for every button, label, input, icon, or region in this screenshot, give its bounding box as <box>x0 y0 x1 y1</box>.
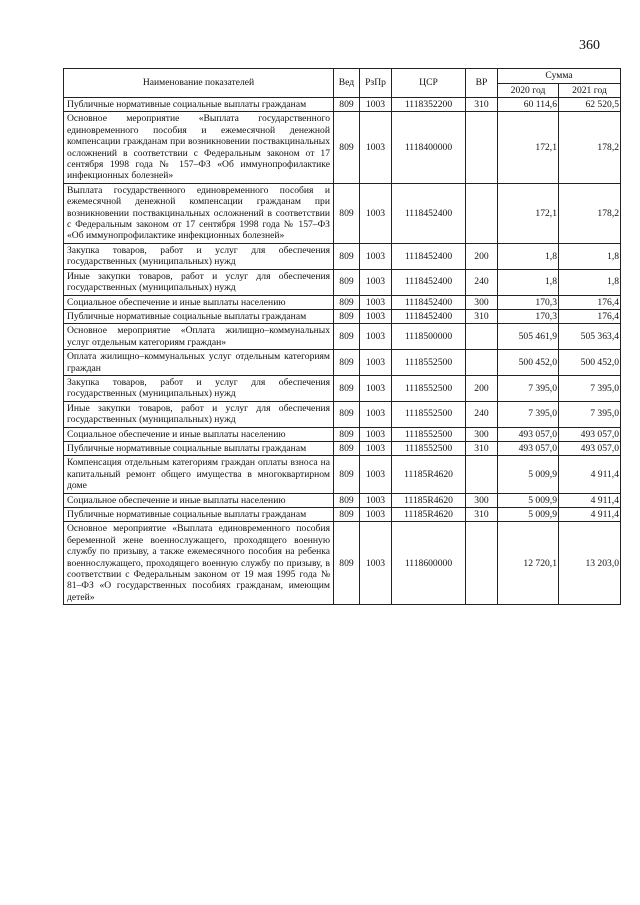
row-value-2020: 170,3 <box>498 309 559 323</box>
row-ved: 809 <box>334 508 360 522</box>
row-name: Закупка товаров, работ и услуг для обеспечения государственных (муниципальных) нужд <box>64 375 334 401</box>
table-row <box>64 522 621 605</box>
table-row <box>64 427 621 441</box>
row-ved: 809 <box>334 441 360 455</box>
row-name: Основное мероприятие «Выплата единовременного пособия беременной жене военнослужащего, проходящего военную службу по призыву, а также ежемесячного пособия на ребенка военнослужащего, проходящего военную службу по призыву, в соответствии с Федеральным законом от 19 мая 1995 года № 81–ФЗ «О государственных пособиях гражданам, имеющим детей» <box>64 522 334 605</box>
row-value-2021: 178,2 <box>559 112 621 183</box>
row-value-2020: 60 114,6 <box>498 98 559 112</box>
row-ved: 809 <box>334 269 360 295</box>
header-2021: 2021 год <box>559 83 621 98</box>
row-rzpr: 1003 <box>360 112 392 183</box>
row-vr: 200 <box>466 243 498 269</box>
row-ved: 809 <box>334 324 360 350</box>
row-name: Основное мероприятие «Выплата государственного единовременного пособия и ежемесячной денежной компенсации гражданам при возникновении поствакцинальных осложнений в соответствии с Федеральным законом от 17 сентября 1998 года № 157–ФЗ «Об иммунопрофилактике инфекционных болезней» <box>64 112 334 183</box>
row-value-2020: 7 395,0 <box>498 375 559 401</box>
table-row <box>64 375 621 401</box>
row-value-2020: 172,1 <box>498 183 559 243</box>
row-rzpr: 1003 <box>360 350 392 376</box>
table-row <box>64 269 621 295</box>
row-vr <box>466 350 498 376</box>
row-value-2021: 4 911,4 <box>559 508 621 522</box>
row-vr: 310 <box>466 508 498 522</box>
row-csr: 1118452400 <box>392 269 466 295</box>
row-value-2020: 12 720,1 <box>498 522 559 605</box>
row-ved: 809 <box>334 183 360 243</box>
row-ved: 809 <box>334 309 360 323</box>
row-name: Компенсация отдельным категориям граждан оплаты взноса на капитальный ремонт общего имущества в многоквартирном доме <box>64 456 334 493</box>
row-value-2020: 1,8 <box>498 243 559 269</box>
row-rzpr: 1003 <box>360 309 392 323</box>
row-vr <box>466 522 498 605</box>
row-value-2020: 500 452,0 <box>498 350 559 376</box>
row-name: Публичные нормативные социальные выплаты гражданам <box>64 98 334 112</box>
row-ved: 809 <box>334 522 360 605</box>
row-name: Социальное обеспечение и иные выплаты населению <box>64 295 334 309</box>
row-value-2020: 5 009,9 <box>498 456 559 493</box>
row-rzpr: 1003 <box>360 441 392 455</box>
row-value-2020: 5 009,9 <box>498 508 559 522</box>
row-rzpr: 1003 <box>360 493 392 507</box>
row-ved: 809 <box>334 295 360 309</box>
row-csr: 1118452400 <box>392 243 466 269</box>
table-row <box>64 98 621 112</box>
header-2020: 2020 год <box>498 83 559 98</box>
header-ved: Вед <box>334 69 360 98</box>
table-row <box>64 243 621 269</box>
row-name: Основное мероприятие «Оплата жилищно–коммунальных услуг отдельным категориям граждан» <box>64 324 334 350</box>
row-value-2021: 13 203,0 <box>559 522 621 605</box>
row-csr: 11185R4620 <box>392 508 466 522</box>
row-value-2020: 7 395,0 <box>498 401 559 427</box>
row-csr: 1118552500 <box>392 427 466 441</box>
row-value-2021: 178,2 <box>559 183 621 243</box>
row-rzpr: 1003 <box>360 508 392 522</box>
row-vr: 300 <box>466 295 498 309</box>
row-name: Публичные нормативные социальные выплаты гражданам <box>64 441 334 455</box>
header-sum: Сумма <box>498 69 621 84</box>
row-value-2021: 4 911,4 <box>559 456 621 493</box>
row-csr: 1118552500 <box>392 375 466 401</box>
row-value-2021: 500 452,0 <box>559 350 621 376</box>
row-csr: 1118452400 <box>392 183 466 243</box>
budget-table <box>63 68 621 605</box>
row-ved: 809 <box>334 493 360 507</box>
row-rzpr: 1003 <box>360 269 392 295</box>
row-ved: 809 <box>334 427 360 441</box>
row-name: Публичные нормативные социальные выплаты гражданам <box>64 309 334 323</box>
row-ved: 809 <box>334 243 360 269</box>
header-name: Наименование показателей <box>64 69 334 98</box>
table-body <box>64 98 621 605</box>
row-ved: 809 <box>334 112 360 183</box>
row-csr: 1118452400 <box>392 295 466 309</box>
table-row <box>64 456 621 493</box>
header-rzpr: РзПр <box>360 69 392 98</box>
row-rzpr: 1003 <box>360 456 392 493</box>
page-number: 360 <box>579 38 600 53</box>
header-csr: ЦСР <box>392 69 466 98</box>
row-rzpr: 1003 <box>360 183 392 243</box>
row-value-2021: 7 395,0 <box>559 375 621 401</box>
row-name: Иные закупки товаров, работ и услуг для обеспечения государственных (муниципальных) нужд <box>64 269 334 295</box>
row-rzpr: 1003 <box>360 243 392 269</box>
table-row <box>64 183 621 243</box>
row-vr: 310 <box>466 309 498 323</box>
row-ved: 809 <box>334 401 360 427</box>
row-name: Иные закупки товаров, работ и услуг для обеспечения государственных (муниципальных) нужд <box>64 401 334 427</box>
row-ved: 809 <box>334 98 360 112</box>
table-row <box>64 350 621 376</box>
table-row <box>64 112 621 183</box>
row-vr <box>466 456 498 493</box>
row-value-2020: 5 009,9 <box>498 493 559 507</box>
row-name: Социальное обеспечение и иные выплаты населению <box>64 493 334 507</box>
row-name: Оплата жилищно–коммунальных услуг отдельным категориям граждан <box>64 350 334 376</box>
row-value-2021: 62 520,5 <box>559 98 621 112</box>
row-vr: 240 <box>466 401 498 427</box>
row-vr: 300 <box>466 427 498 441</box>
row-csr: 1118352200 <box>392 98 466 112</box>
row-value-2021: 1,8 <box>559 269 621 295</box>
table-header-row <box>64 69 621 84</box>
table-row <box>64 441 621 455</box>
row-name: Закупка товаров, работ и услуг для обеспечения государственных (муниципальных) нужд <box>64 243 334 269</box>
row-value-2021: 1,8 <box>559 243 621 269</box>
row-ved: 809 <box>334 375 360 401</box>
row-ved: 809 <box>334 350 360 376</box>
table-row <box>64 295 621 309</box>
row-rzpr: 1003 <box>360 375 392 401</box>
row-value-2021: 505 363,4 <box>559 324 621 350</box>
row-value-2020: 493 057,0 <box>498 427 559 441</box>
row-vr: 200 <box>466 375 498 401</box>
table-row <box>64 309 621 323</box>
row-value-2021: 7 395,0 <box>559 401 621 427</box>
row-csr: 1118552500 <box>392 350 466 376</box>
row-value-2021: 4 911,4 <box>559 493 621 507</box>
table-row <box>64 324 621 350</box>
row-ved: 809 <box>334 456 360 493</box>
row-rzpr: 1003 <box>360 427 392 441</box>
row-csr: 1118552500 <box>392 441 466 455</box>
table-row <box>64 401 621 427</box>
row-value-2020: 493 057,0 <box>498 441 559 455</box>
row-rzpr: 1003 <box>360 295 392 309</box>
row-vr: 240 <box>466 269 498 295</box>
table-row <box>64 508 621 522</box>
row-vr: 300 <box>466 493 498 507</box>
row-rzpr: 1003 <box>360 401 392 427</box>
row-csr: 1118400000 <box>392 112 466 183</box>
row-value-2021: 493 057,0 <box>559 427 621 441</box>
row-name: Выплата государственного единовременного пособия и ежемесячной денежной компенсации гражданам при возникновении поствакцинальных осложнений в соответствии с Федеральным законом от 17 сентября 1998 года № 157–ФЗ «Об иммунопрофилактике инфекционных болезней» <box>64 183 334 243</box>
table-row <box>64 493 621 507</box>
row-csr: 1118452400 <box>392 309 466 323</box>
row-csr: 11185R4620 <box>392 493 466 507</box>
row-value-2020: 505 461,9 <box>498 324 559 350</box>
row-value-2021: 176,4 <box>559 295 621 309</box>
row-rzpr: 1003 <box>360 324 392 350</box>
row-vr <box>466 112 498 183</box>
row-csr: 1118552500 <box>392 401 466 427</box>
row-name: Публичные нормативные социальные выплаты гражданам <box>64 508 334 522</box>
row-csr: 1118500000 <box>392 324 466 350</box>
row-value-2020: 172,1 <box>498 112 559 183</box>
row-vr <box>466 183 498 243</box>
header-vr: ВР <box>466 69 498 98</box>
row-name: Социальное обеспечение и иные выплаты населению <box>64 427 334 441</box>
row-value-2020: 170,3 <box>498 295 559 309</box>
row-vr <box>466 324 498 350</box>
row-value-2021: 493 057,0 <box>559 441 621 455</box>
row-csr: 11185R4620 <box>392 456 466 493</box>
row-csr: 1118600000 <box>392 522 466 605</box>
row-vr: 310 <box>466 441 498 455</box>
row-value-2021: 176,4 <box>559 309 621 323</box>
row-rzpr: 1003 <box>360 522 392 605</box>
row-value-2020: 1,8 <box>498 269 559 295</box>
row-rzpr: 1003 <box>360 98 392 112</box>
row-vr: 310 <box>466 98 498 112</box>
